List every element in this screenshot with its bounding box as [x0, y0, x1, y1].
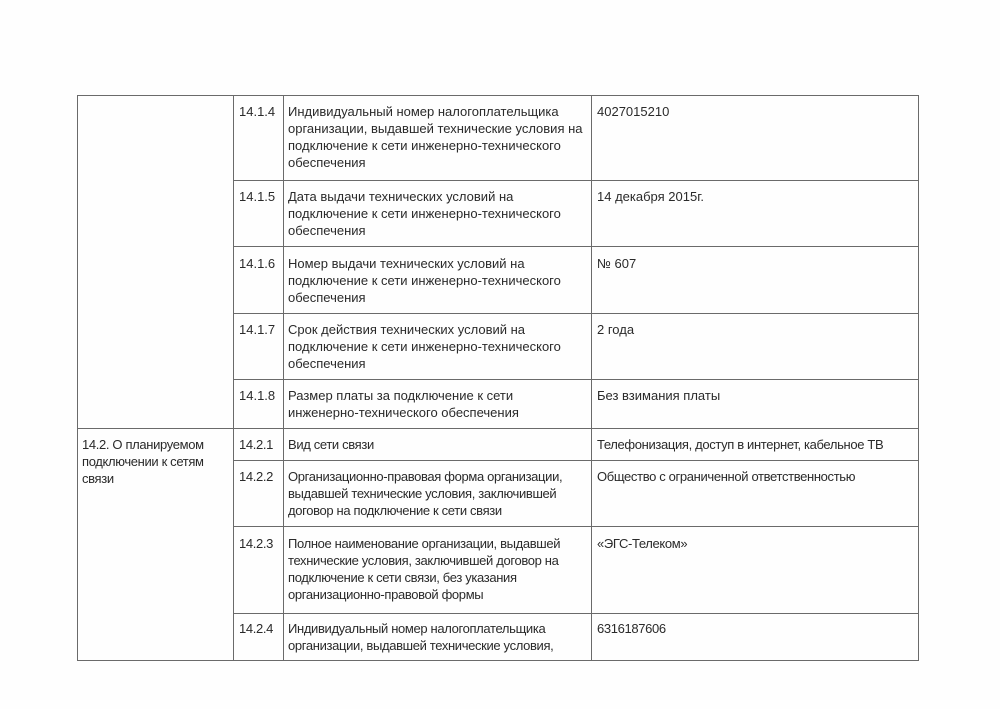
- row-description: Дата выдачи технических условий на подключение к сети инженерно-технического обеспечения: [288, 189, 561, 238]
- row-value: Без взимания платы: [597, 388, 721, 403]
- row-divider: [233, 313, 919, 314]
- row-description: Организационно-правовая форма организации, выдавшей технические условия, заключившей договор на подключение к сети связи: [288, 469, 563, 518]
- column-divider: [591, 95, 592, 661]
- section-divider: [77, 428, 919, 429]
- table-bottom-border: [77, 660, 919, 661]
- row-number: 14.1.4: [239, 104, 276, 119]
- row-divider: [233, 613, 919, 614]
- table-top-border: [77, 95, 919, 96]
- row-value: «ЭГС-Телеком»: [597, 536, 688, 551]
- row-description: Номер выдачи технических условий на подключение к сети инженерно-технического обеспечения: [288, 256, 561, 305]
- section-label: 14.2. О планируемом подключении к сетям связи: [82, 437, 204, 486]
- row-number: 14.1.5: [239, 189, 276, 204]
- row-description: Индивидуальный номер налогоплательщика организации, выдавшей технические условия,: [288, 621, 554, 653]
- row-number: 14.1.6: [239, 256, 276, 271]
- row-divider: [233, 460, 919, 461]
- row-value: 6316187606: [597, 621, 666, 636]
- row-description: Размер платы за подключение к сети инженерно-технического обеспечения: [288, 388, 519, 420]
- row-divider: [233, 246, 919, 247]
- column-divider: [283, 95, 284, 661]
- row-description: Полное наименование организации, выдавшей технические условия, заключившей договор на подключение к сети связи, без указания организационно-правовой формы: [288, 536, 561, 602]
- row-value: 14 декабря 2015г.: [597, 189, 704, 204]
- row-number: 14.1.8: [239, 388, 276, 403]
- column-divider: [233, 95, 234, 661]
- row-description: Индивидуальный номер налогоплательщика организации, выдавшей технические условия на подключение к сети инженерно-технического обеспечения: [288, 104, 583, 170]
- row-number: 14.2.1: [239, 437, 274, 452]
- row-value: 4027015210: [597, 104, 670, 119]
- row-divider: [233, 180, 919, 181]
- row-value: № 607: [597, 256, 637, 271]
- row-description: Вид сети связи: [288, 437, 374, 452]
- row-divider: [233, 379, 919, 380]
- row-divider: [233, 526, 919, 527]
- row-number: 14.2.4: [239, 621, 274, 636]
- row-value: 2 года: [597, 322, 635, 337]
- column-divider: [918, 95, 919, 661]
- row-number: 14.2.2: [239, 469, 274, 484]
- column-divider: [77, 95, 78, 661]
- row-value: Общество с ограниченной ответственностью: [597, 469, 856, 484]
- row-description: Срок действия технических условий на подключение к сети инженерно-технического обеспечения: [288, 322, 561, 371]
- row-number: 14.1.7: [239, 322, 276, 337]
- row-value: Телефонизация, доступ в интернет, кабельное ТВ: [597, 437, 884, 452]
- row-number: 14.2.3: [239, 536, 274, 551]
